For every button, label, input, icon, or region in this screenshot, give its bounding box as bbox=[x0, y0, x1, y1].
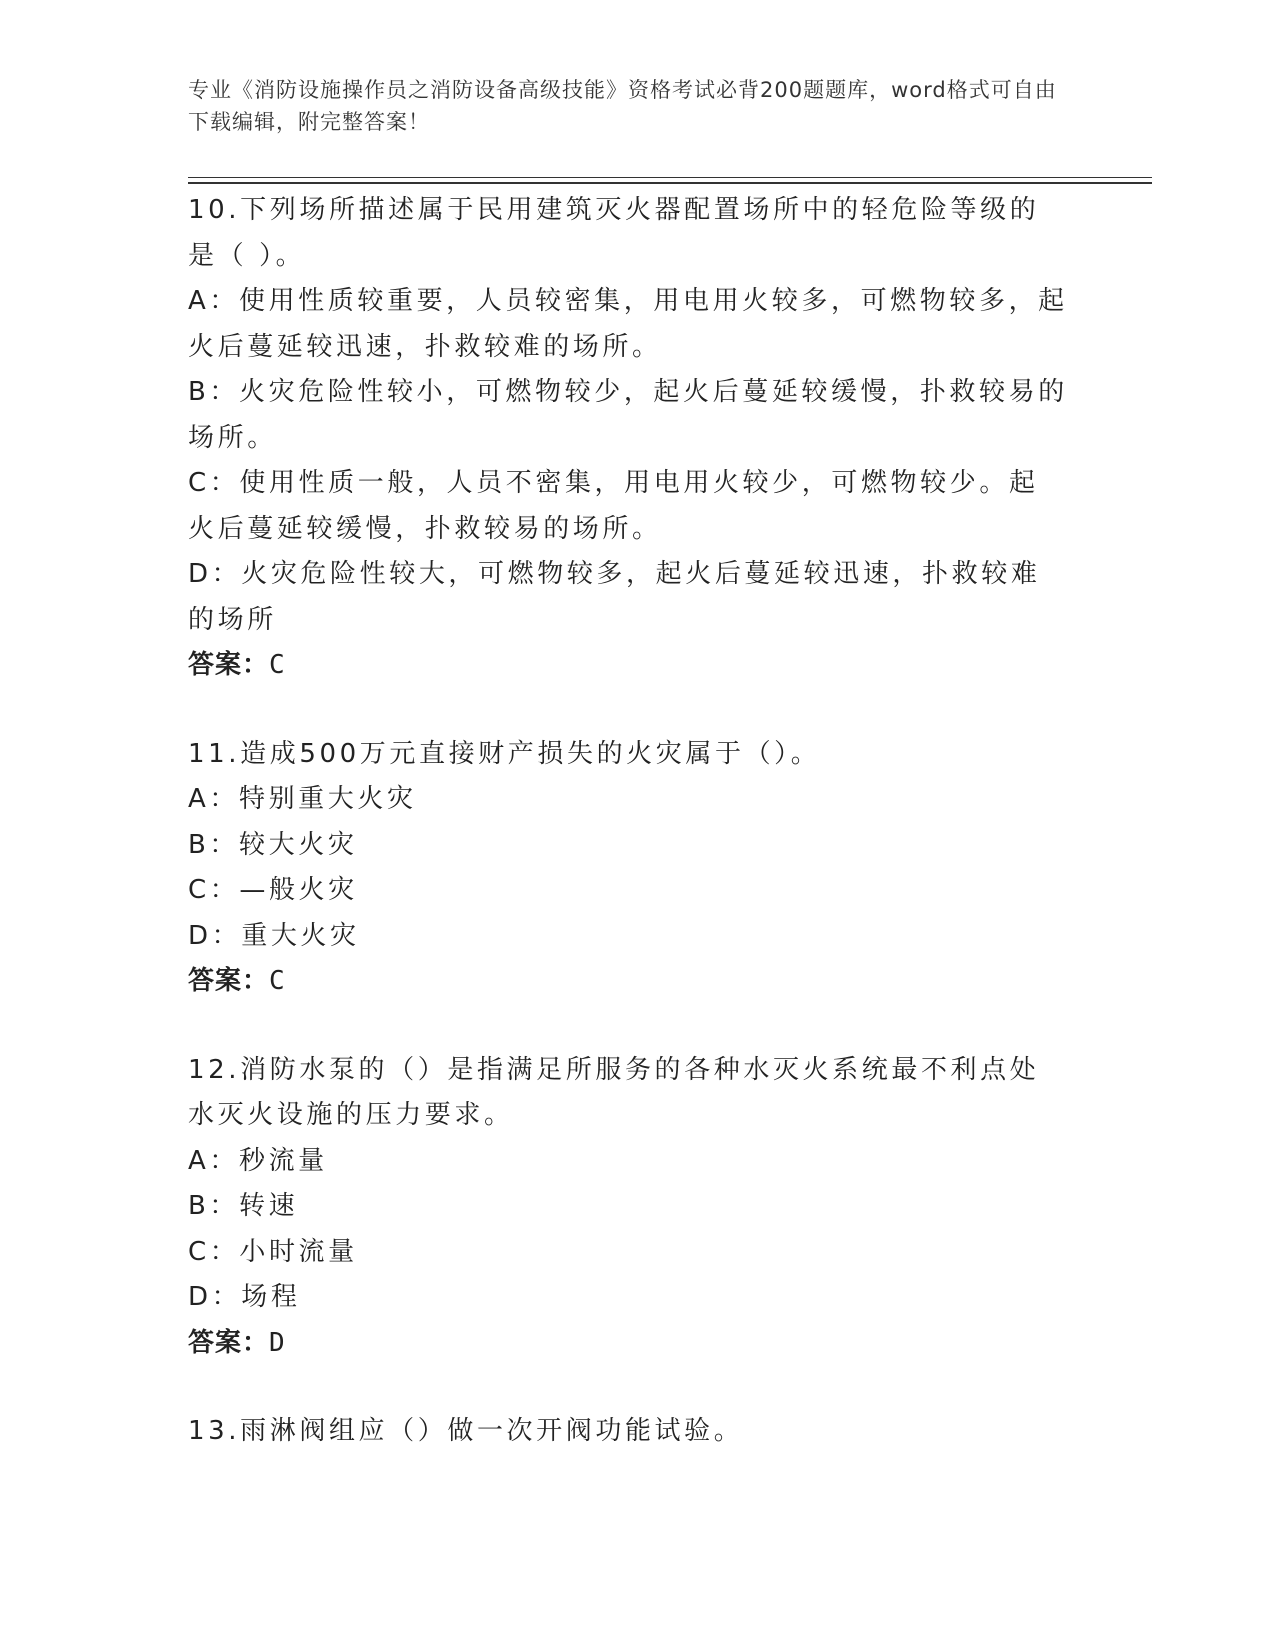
question-list bbox=[188, 188, 1068, 1498]
question-text: 12.消防水泵的（）是指满足所服务的各种水灭火系统最不利点处水灭火设施的压力要求。 bbox=[188, 1054, 1040, 1130]
answer-label: 答案： bbox=[188, 1327, 270, 1358]
answer-value: D bbox=[269, 1327, 286, 1358]
document-header: 专业《消防设施操作员之消防设备高级技能》资格考试必背200题题库，word格式可自由下载编辑，附完整答案！ bbox=[188, 78, 1057, 134]
option-c: C：小时流量 bbox=[188, 1236, 358, 1267]
question-text: 13.雨淋阀组应（）做一次开阀功能试验。 bbox=[188, 1416, 744, 1446]
option-a: A：使用性质较重要，人员较密集，用电用火较多，可燃物较多，起火后蔓延较迅速，扑救较难的场所。 bbox=[188, 286, 1068, 362]
header-rule-thick bbox=[188, 182, 1152, 184]
answer-label: 答案： bbox=[188, 966, 270, 996]
option-b: B：火灾危险性较小，可燃物较少，起火后蔓延较缓慢，扑救较易的场所。 bbox=[188, 377, 1068, 453]
option-d: D：场程 bbox=[188, 1282, 301, 1312]
question-10 bbox=[188, 188, 1068, 689]
question-13 bbox=[188, 1409, 1068, 1455]
answer-line bbox=[188, 1321, 1068, 1367]
answer-line bbox=[188, 643, 1068, 689]
option-b: B：转速 bbox=[188, 1191, 299, 1221]
answer-line bbox=[188, 959, 1068, 1005]
option-b: B：较大火灾 bbox=[188, 829, 358, 860]
option-d: D：重大火灾 bbox=[188, 920, 360, 951]
answer-value: C bbox=[269, 650, 286, 680]
question-text: 10.下列场所描述属于民用建筑灭火器配置场所中的轻危险等级的是（ ）。 bbox=[188, 195, 1040, 271]
question-11 bbox=[188, 732, 1068, 1005]
option-a: A：特别重大火灾 bbox=[188, 784, 417, 814]
question-12 bbox=[188, 1048, 1068, 1367]
option-a: A：秒流量 bbox=[188, 1145, 328, 1176]
option-c: C：—般火灾 bbox=[188, 875, 358, 905]
option-d: D：火灾危险性较大，可燃物较多，起火后蔓延较迅速，扑救较难的场所 bbox=[188, 559, 1041, 635]
header-rule-thin bbox=[188, 177, 1152, 178]
option-c: C：使用性质一般，人员不密集，用电用火较少，可燃物较少。起火后蔓延较缓慢，扑救较易的场所。 bbox=[188, 468, 1039, 544]
answer-label: 答案： bbox=[188, 650, 270, 680]
question-text: 11.造成500万元直接财产损失的火灾属于（）。 bbox=[188, 738, 821, 769]
answer-value: C bbox=[269, 966, 286, 996]
